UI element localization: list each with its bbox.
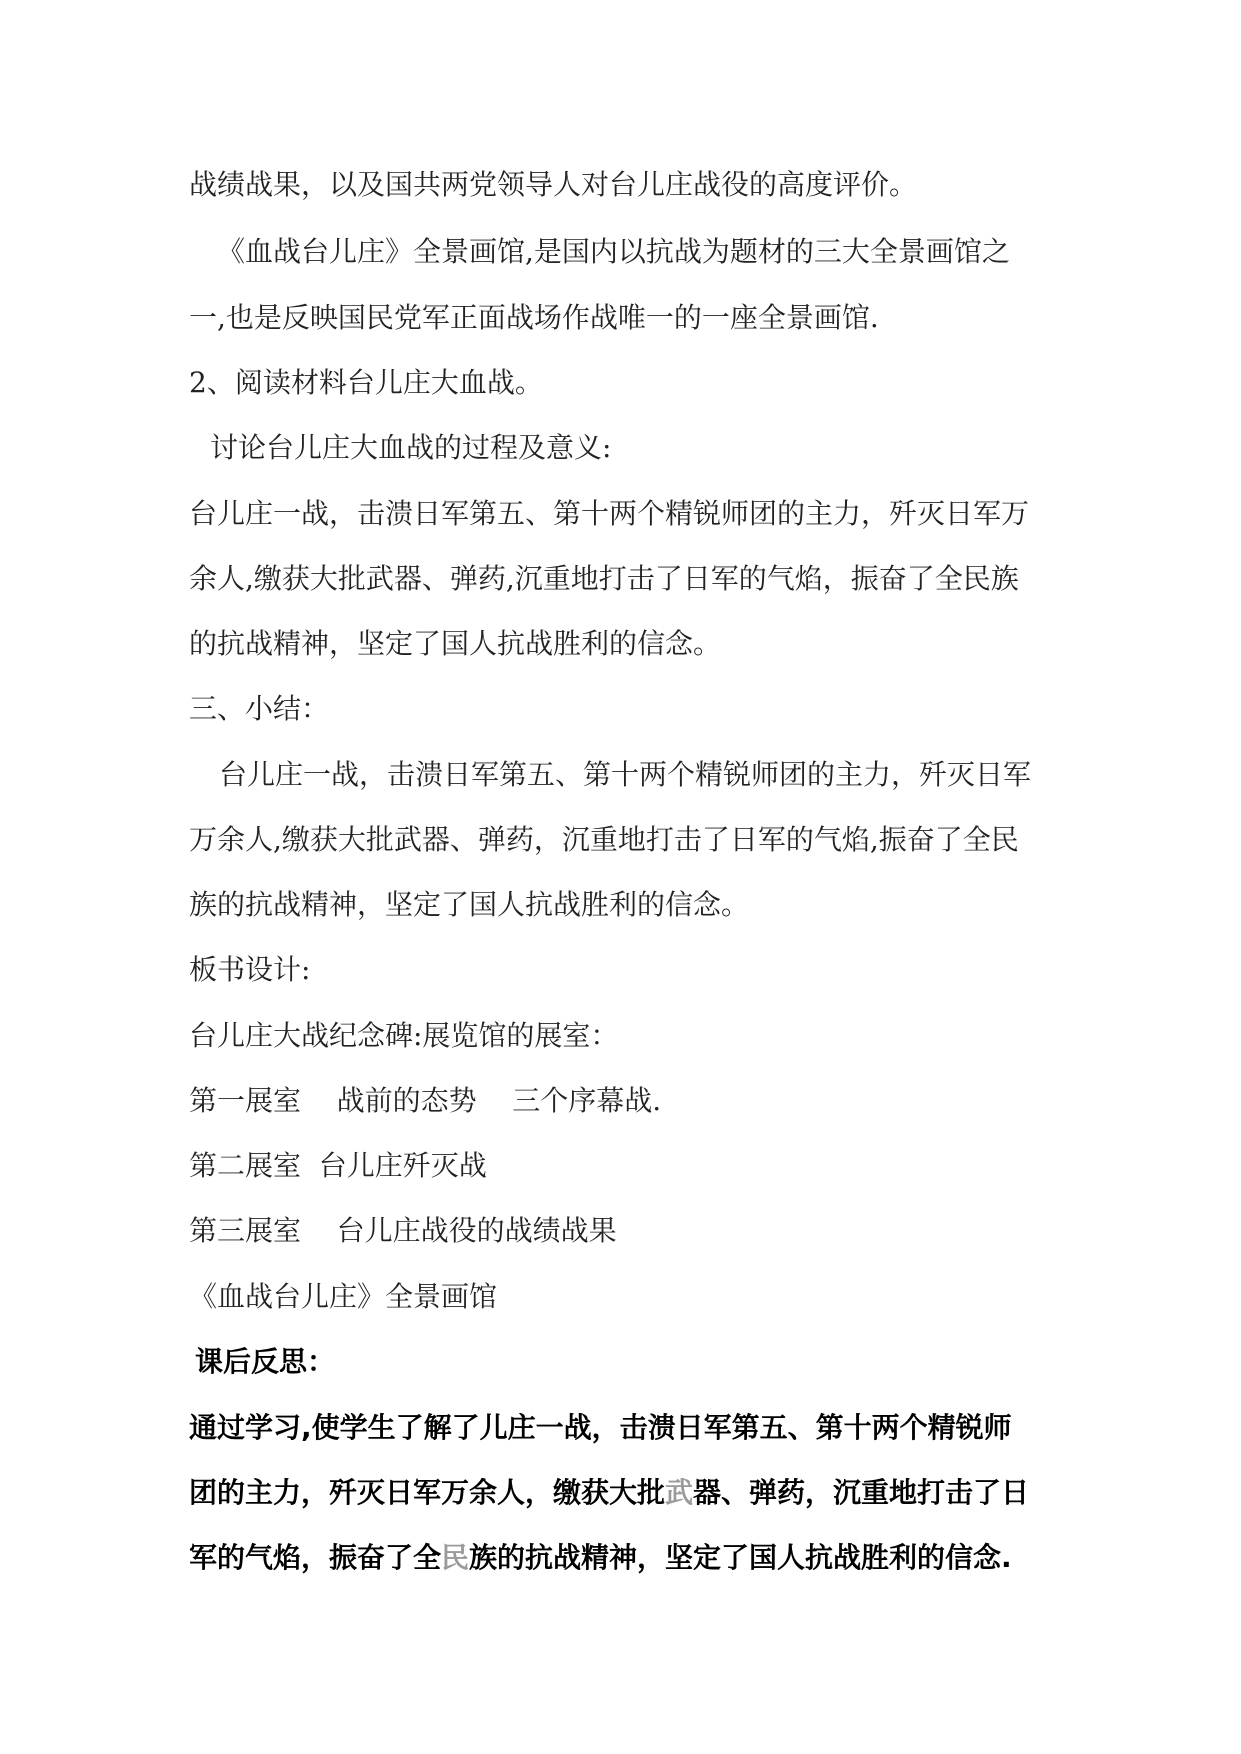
reflection-text: 团的主力，歼灭日军万余人，缴获大批 (189, 1476, 666, 1509)
board-line: 第三展室 台儿庄战役的战绩战果 (189, 1214, 617, 1247)
paragraph-line: 的抗战精神，坚定了国人抗战胜利的信念。 (189, 627, 722, 660)
board-line: 第二展室 台儿庄歼灭战 (189, 1149, 487, 1182)
board-heading: 板书设计: (189, 953, 311, 986)
reflection-text: 族的抗战精神，坚定了国人抗战胜利的信念. (469, 1541, 1012, 1574)
board-line: 第一展室 战前的态势 三个序幕战. (189, 1084, 662, 1117)
faded-character: 武 (665, 1476, 694, 1509)
reflection-line (189, 1473, 1069, 1513)
reflection-line (189, 1538, 1069, 1578)
board-line: 台儿庄大战纪念碑:展览馆的展室： (189, 1019, 619, 1052)
paragraph-line: 族的抗战精神，坚定了国人抗战胜利的信念。 (189, 888, 750, 921)
reflection-heading: 课后反思： (195, 1345, 336, 1378)
paragraph-line: 万余人,缴获大批武器、弹药，沉重地打击了日军的气焰,振奋了全民 (189, 823, 1019, 856)
section-heading: 三、小结： (189, 692, 330, 725)
paragraph-line: 战绩战果，以及国共两党领导人对台儿庄战役的高度评价。 (189, 168, 918, 201)
paragraph-line: 《血战台儿庄》全景画馆,是国内以抗战为题材的三大全景画馆之 (217, 235, 1010, 268)
paragraph-line: 2、阅读材料台儿庄大血战。 (189, 366, 543, 399)
paragraph-line: 台儿庄一战，击溃日军第五、第十两个精锐师团的主力，歼灭日军 (219, 758, 1032, 791)
reflection-text: 器、弹药，沉重地打击了日 (693, 1476, 1030, 1509)
reflection-line: 通过学习,使学生了解了儿庄一战，击溃日军第五、第十两个精锐师 (189, 1411, 1012, 1444)
faded-character: 民 (441, 1541, 470, 1574)
paragraph-line: 一,也是反映国民党军正面战场作战唯一的一座全景画馆. (189, 301, 879, 334)
paragraph-line: 讨论台儿庄大血战的过程及意义: (210, 431, 612, 464)
board-line: 《血战台儿庄》全景画馆 (189, 1280, 498, 1313)
paragraph-line: 余人,缴获大批武器、弹药,沉重地打击了日军的气焰，振奋了全民族 (189, 562, 1019, 595)
reflection-text: 军的气焰，振奋了全 (189, 1541, 442, 1574)
paragraph-line: 台儿庄一战，击溃日军第五、第十两个精锐师团的主力，歼灭日军万 (189, 497, 1030, 530)
